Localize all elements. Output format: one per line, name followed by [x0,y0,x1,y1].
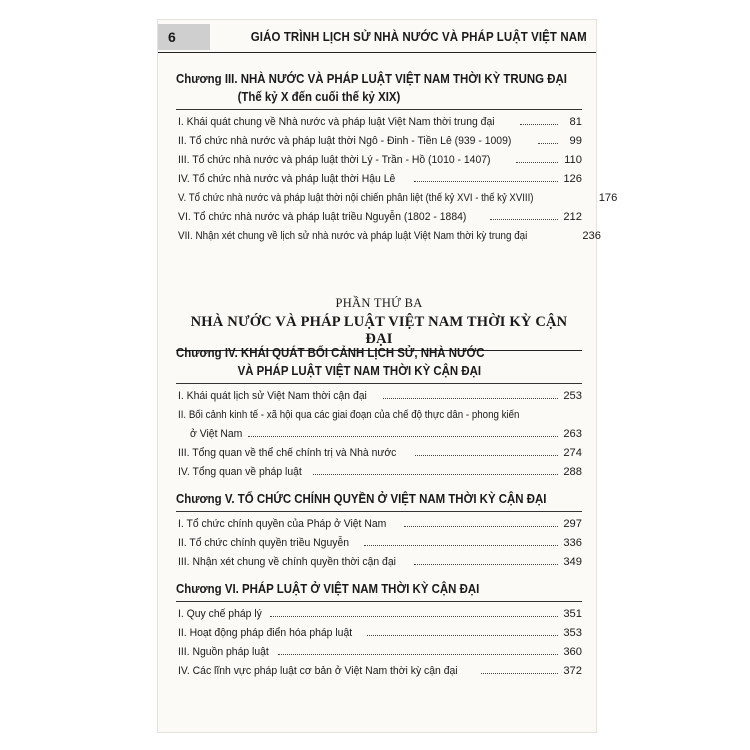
toc-item-page: 176 [598,192,618,204]
toc-leader [313,465,558,475]
toc-item [176,463,582,482]
toc-item [176,605,582,624]
toc-item [176,113,582,132]
toc-leader [414,172,558,182]
toc-item-text: V. Tổ chức nhà nước và pháp luật thời nội chiến phân liệt (thế kỷ XVI - thế kỷ XVIII) [178,192,534,204]
toc-item-text: I. Khái quát lịch sử Việt Nam thời cận đại [178,390,367,402]
toc-leader [516,153,558,163]
part-title: NHÀ NƯỚC VÀ PHÁP LUẬT VIỆT NAM THỜI KỲ CẬN ĐẠI [190,314,568,347]
chapter-6-title: Chương VI. PHÁP LUẬT Ở VIỆT NAM THỜI KỲ CẬN ĐẠI [176,581,480,596]
toc-item [176,387,582,406]
chapter-4-rule [176,383,582,384]
chapter-5-toc [176,515,582,572]
toc-leader [404,517,558,527]
toc-leader [520,115,558,125]
toc-item [176,189,618,208]
toc-item [176,444,582,463]
chapter-3-title: Chương III. NHÀ NƯỚC VÀ PHÁP LUẬT VIỆT NAM THỜI KỲ TRUNG ĐẠI [176,71,567,86]
toc-item-text: VI. Tổ chức nhà nước và pháp luật triều Nguyễn (1802 - 1884) [178,211,467,223]
toc-leader [248,427,558,437]
chapter-4-subtitle: VÀ PHÁP LUẬT VIỆT NAM THỜI KỲ CẬN ĐẠI [237,363,482,378]
toc-item [176,406,582,444]
toc-leader [490,210,558,220]
toc-item-text: VII. Nhận xét chung về lịch sử nhà nước và pháp luật Việt Nam thời kỳ trung đại [178,230,528,242]
toc-item-text: II. Tổ chức chính quyền triều Nguyễn [178,537,350,549]
toc-item-page: 351 [563,608,582,620]
toc-item-page: 336 [563,537,582,549]
book-page [158,20,618,732]
toc-item-page: 212 [563,211,582,223]
toc-item [176,515,582,534]
toc-item-text: IV. Tổ chức nhà nước và pháp luật thời Hậu Lê [178,173,396,185]
toc-item [176,553,582,572]
toc-item-page: 349 [563,556,582,568]
toc-item-text: I. Khái quát chung về Nhà nước và pháp luật Việt Nam thời trung đại [178,116,495,128]
chapter-5 [176,490,582,572]
toc-item [176,151,582,170]
toc-item-text-cont: ở Việt Nam [190,428,243,440]
toc-item-page: 274 [563,447,582,459]
page-header [158,24,596,50]
toc-item-text: I. Tổ chức chính quyền của Pháp ở Việt Nam [178,518,387,530]
toc-item-page: 353 [563,627,582,639]
toc-item-page: 236 [582,230,601,242]
toc-item [176,643,582,662]
toc-item-text: IV. Các lĩnh vực pháp luật cơ bản ở Việt Nam thời kỳ cận đại [178,665,458,677]
toc-item-text: IV. Tổng quan về pháp luật [178,466,302,478]
toc-item-page: 263 [563,428,582,440]
chapter-3-subtitle: (Thế kỷ X đến cuối thế kỷ XIX) [237,89,401,104]
toc-item-text: I. Quy chế pháp lý [178,608,262,620]
toc-item [176,170,582,189]
part-label: PHẦN THỨ BA [335,296,423,310]
chapter-5-rule [176,511,582,512]
toc-leader [481,664,558,674]
toc-item-text: II. Hoạt động pháp điển hóa pháp luật [178,627,353,639]
toc-leader [367,626,558,636]
toc-leader [414,555,558,565]
toc-item-page: 360 [563,646,582,658]
toc-item [176,132,582,151]
toc-item-text: III. Tổ chức nhà nước và pháp luật thời Lý - Trần - Hồ (1010 - 1407) [178,154,491,166]
chapter-3-toc [176,113,618,246]
chapter-3 [176,70,618,246]
chapter-3-rule [176,109,582,110]
running-title: GIÁO TRÌNH LỊCH SỬ NHÀ NƯỚC VÀ PHÁP LUẬT VIỆT NAM [250,30,587,44]
toc-item-page: 372 [563,665,582,677]
toc-leader [415,446,558,456]
toc-item [176,534,582,553]
part-3-heading [176,296,582,351]
chapter-4 [176,344,582,482]
toc-leader [383,389,558,399]
toc-item [176,624,582,643]
toc-item [176,227,601,246]
chapter-4-toc [176,387,582,482]
chapter-6 [176,580,582,681]
page-number: 6 [158,24,210,50]
chapter-5-title: Chương V. TỔ CHỨC CHÍNH QUYỀN Ở VIỆT NAM THỜI KỲ CẬN ĐẠI [176,491,547,506]
toc-leader [278,645,558,655]
toc-item-text: III. Nhận xét chung về chính quyền thời cận đại [178,556,396,568]
chapter-6-rule [176,601,582,602]
toc-leader [538,134,558,144]
toc-item-page: 288 [563,466,582,478]
toc-item-page: 253 [563,390,582,402]
toc-item [176,662,582,681]
toc-leader [270,607,558,617]
chapter-6-toc [176,605,582,681]
header-rule [158,52,596,53]
toc-item [176,208,582,227]
toc-item-page: 81 [569,116,582,128]
toc-item-page: 297 [563,518,582,530]
toc-item-page: 126 [563,173,582,185]
chapter-4-title: Chương IV. KHÁI QUÁT BỐI CẢNH LỊCH SỬ, NHÀ NƯỚC [176,345,485,360]
toc-item-page: 99 [569,135,582,147]
toc-item-page: 110 [564,154,582,166]
toc-leader [364,536,558,546]
toc-item-text: III. Nguồn pháp luật [178,646,269,658]
toc-item-text: II. Tổ chức nhà nước và pháp luật thời Ngô - Đinh - Tiền Lê (939 - 1009) [178,135,512,147]
toc-item-text: III. Tổng quan về thể chế chính trị và Nhà nước [178,447,397,459]
toc-item-text: II. Bối cảnh kinh tế - xã hội qua các giai đoạn của chế độ thực dân - phong kiến [178,409,520,421]
